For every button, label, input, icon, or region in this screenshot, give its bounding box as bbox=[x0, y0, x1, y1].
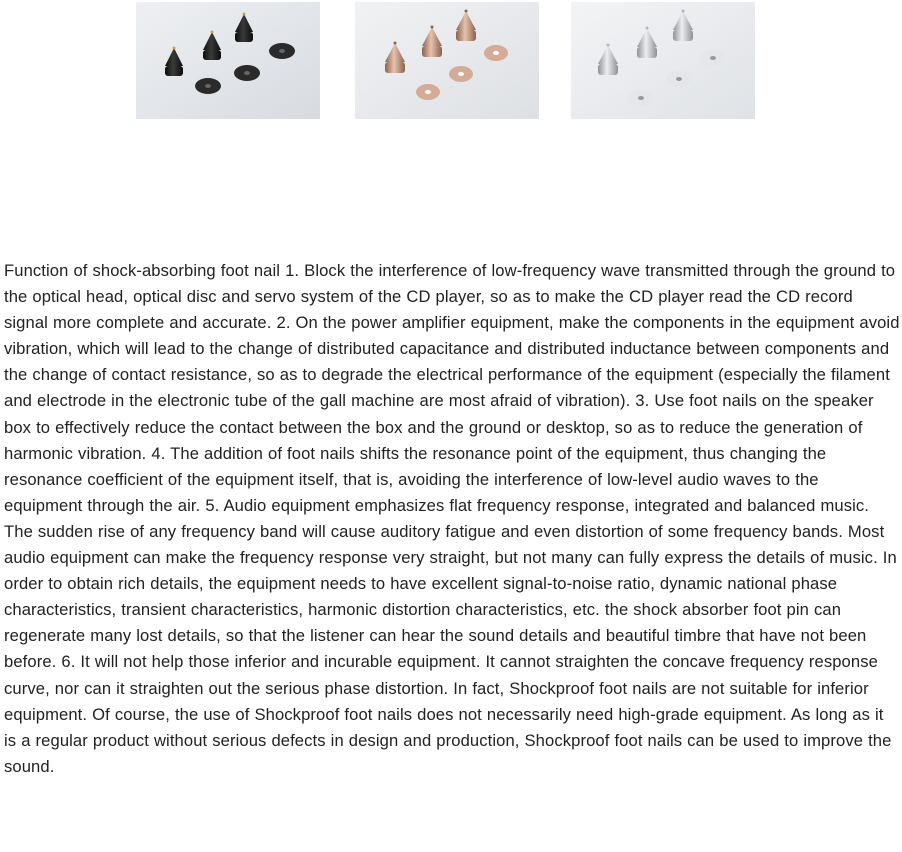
rose-gold-spikes-photo bbox=[355, 2, 539, 119]
photo-background bbox=[136, 2, 320, 119]
silver-spikes-photo bbox=[571, 2, 755, 119]
disc bbox=[449, 66, 473, 82]
product-image-silver bbox=[571, 2, 755, 119]
product-image-black bbox=[136, 2, 320, 119]
disc bbox=[484, 45, 508, 61]
disc bbox=[700, 50, 726, 66]
product-image-rose-gold bbox=[355, 2, 539, 119]
disc bbox=[666, 71, 692, 87]
disc bbox=[416, 84, 440, 100]
disc bbox=[234, 65, 260, 81]
disc bbox=[628, 90, 654, 106]
disc bbox=[269, 43, 295, 59]
black-spikes-photo bbox=[136, 2, 320, 119]
disc bbox=[195, 78, 221, 94]
photo-background bbox=[571, 2, 755, 119]
photo-background bbox=[355, 2, 539, 119]
product-description: Function of shock-absorbing foot nail 1. Block the interference of low-frequency wave transmitted through the ground to the optical head, optical disc and servo system of the CD player, so as to make the CD player read the CD record signal more complete and accurate. 2. On the power amplifier equipment, make the components in the equipment avoid vibration, which will lead to the change of distributed capacitance and distributed inductance between components and the change of contact resistance, so as to degrade the electrical performance of the equipment (especially the filament and electrode in the electronic tube of the gall machine are most afraid of vibration). 3. Use foot nails on the speaker box to effectively reduce the contact between the box and the ground or desktop, so as to reduce the generation of harmonic vibration. 4. The addition of foot nails shifts the resonance point of the equipment, thus changing the resonance coefficient of the equipment itself, that is, avoiding the interference of low-level audio waves to the equipment through the air. 5. Audio equipment emphasizes flat frequency response, integrated and balanced music. The sudden rise of any frequency band will cause auditory fatigue and even distortion of some frequency bands. Most audio equipment can make the frequency response very straight, but not many can fully express the details of music. In order to obtain rich details, the equipment needs to have excellent signal-to-noise ratio, dynamic national phase characteristics, transient characteristics, harmonic distortion characteristics, etc. the shock absorber foot pin can regenerate many lost details, so that the listener can hear the sound details and beautiful timbre that have not been before. 6. It will not help those inferior and incurable equipment. It cannot straighten the concave frequency response curve, nor can it straighten out the serious phase distortion. In fact, Shockproof foot nails are not suitable for inferior equipment. Of course, the use of Shockproof foot nails does not necessarily need high-grade equipment. As long as it is a regular product without serious defects in design and production, Shockproof foot nails can be used to improve the sound. bbox=[4, 261, 900, 776]
